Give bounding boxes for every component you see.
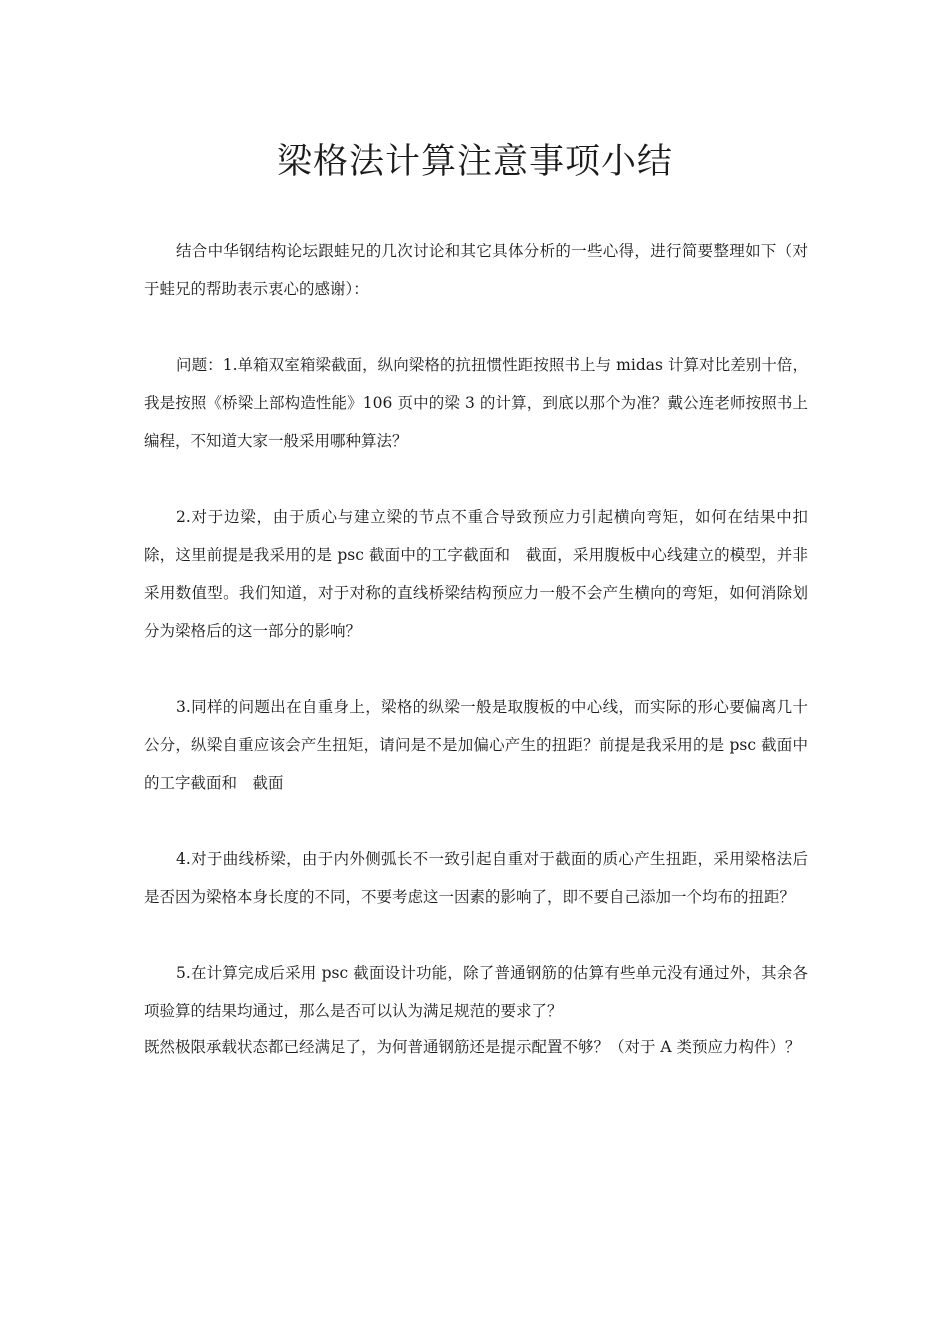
question-1-paragraph: 问题：1.单箱双室箱梁截面，纵向梁格的抗扭惯性距按照书上与 midas 计算对比差别十倍，我是按照《桥梁上部构造性能》106 页中的梁 3 的计算，到底以那个为准？戴公连老师按照书上编程，不知道大家一般采用哪种算法？ (144, 356, 808, 450)
question-2-paragraph: 2.对于边梁，由于质心与建立梁的节点不重合导致预应力引起横向弯矩，如何在结果中扣除，这里前提是我采用的是 psc 截面中的工字截面和 截面，采用腹板中心线建立的模型，并非采用数值型。我们知道，对于对称的直线桥梁结构预应力一般不会产生横向的弯矩，如何消除划分为梁格后的这一部分的影响？ (144, 508, 808, 640)
question-5-followup: 既然极限承载状态都已经满足了，为何普通钢筋还是提示配置不够？（对于 A 类预应力构件）？ (144, 1038, 801, 1056)
question-4-paragraph: 4.对于曲线桥梁，由于内外侧弧长不一致引起自重对于截面的质心产生扭距，采用梁格法后是否因为梁格本身长度的不同，不要考虑这一因素的影响了，即不要自己添加一个均布的扭距？ (144, 850, 808, 906)
document-title: 梁格法计算注意事项小结 (276, 142, 673, 182)
intro-paragraph: 结合中华钢结构论坛跟蛙兄的几次讨论和其它具体分析的一些心得，进行简要整理如下（对于蛙兄的帮助表示衷心的感谢）： (144, 242, 808, 298)
document-body (144, 232, 808, 1064)
question-5-paragraph: 5.在计算完成后采用 psc 截面设计功能，除了普通钢筋的估算有些单元没有通过外，其余各项验算的结果均通过，那么是否可以认为满足规范的要求了？ (144, 964, 808, 1020)
question-3-paragraph: 3.同样的问题出在自重身上，梁格的纵梁一般是取腹板的中心线，而实际的形心要偏离几十公分，纵梁自重应该会产生扭矩，请问是不是加偏心产生的扭距？前提是我采用的是 psc 截面中的工字截面和 截面 (144, 698, 808, 792)
